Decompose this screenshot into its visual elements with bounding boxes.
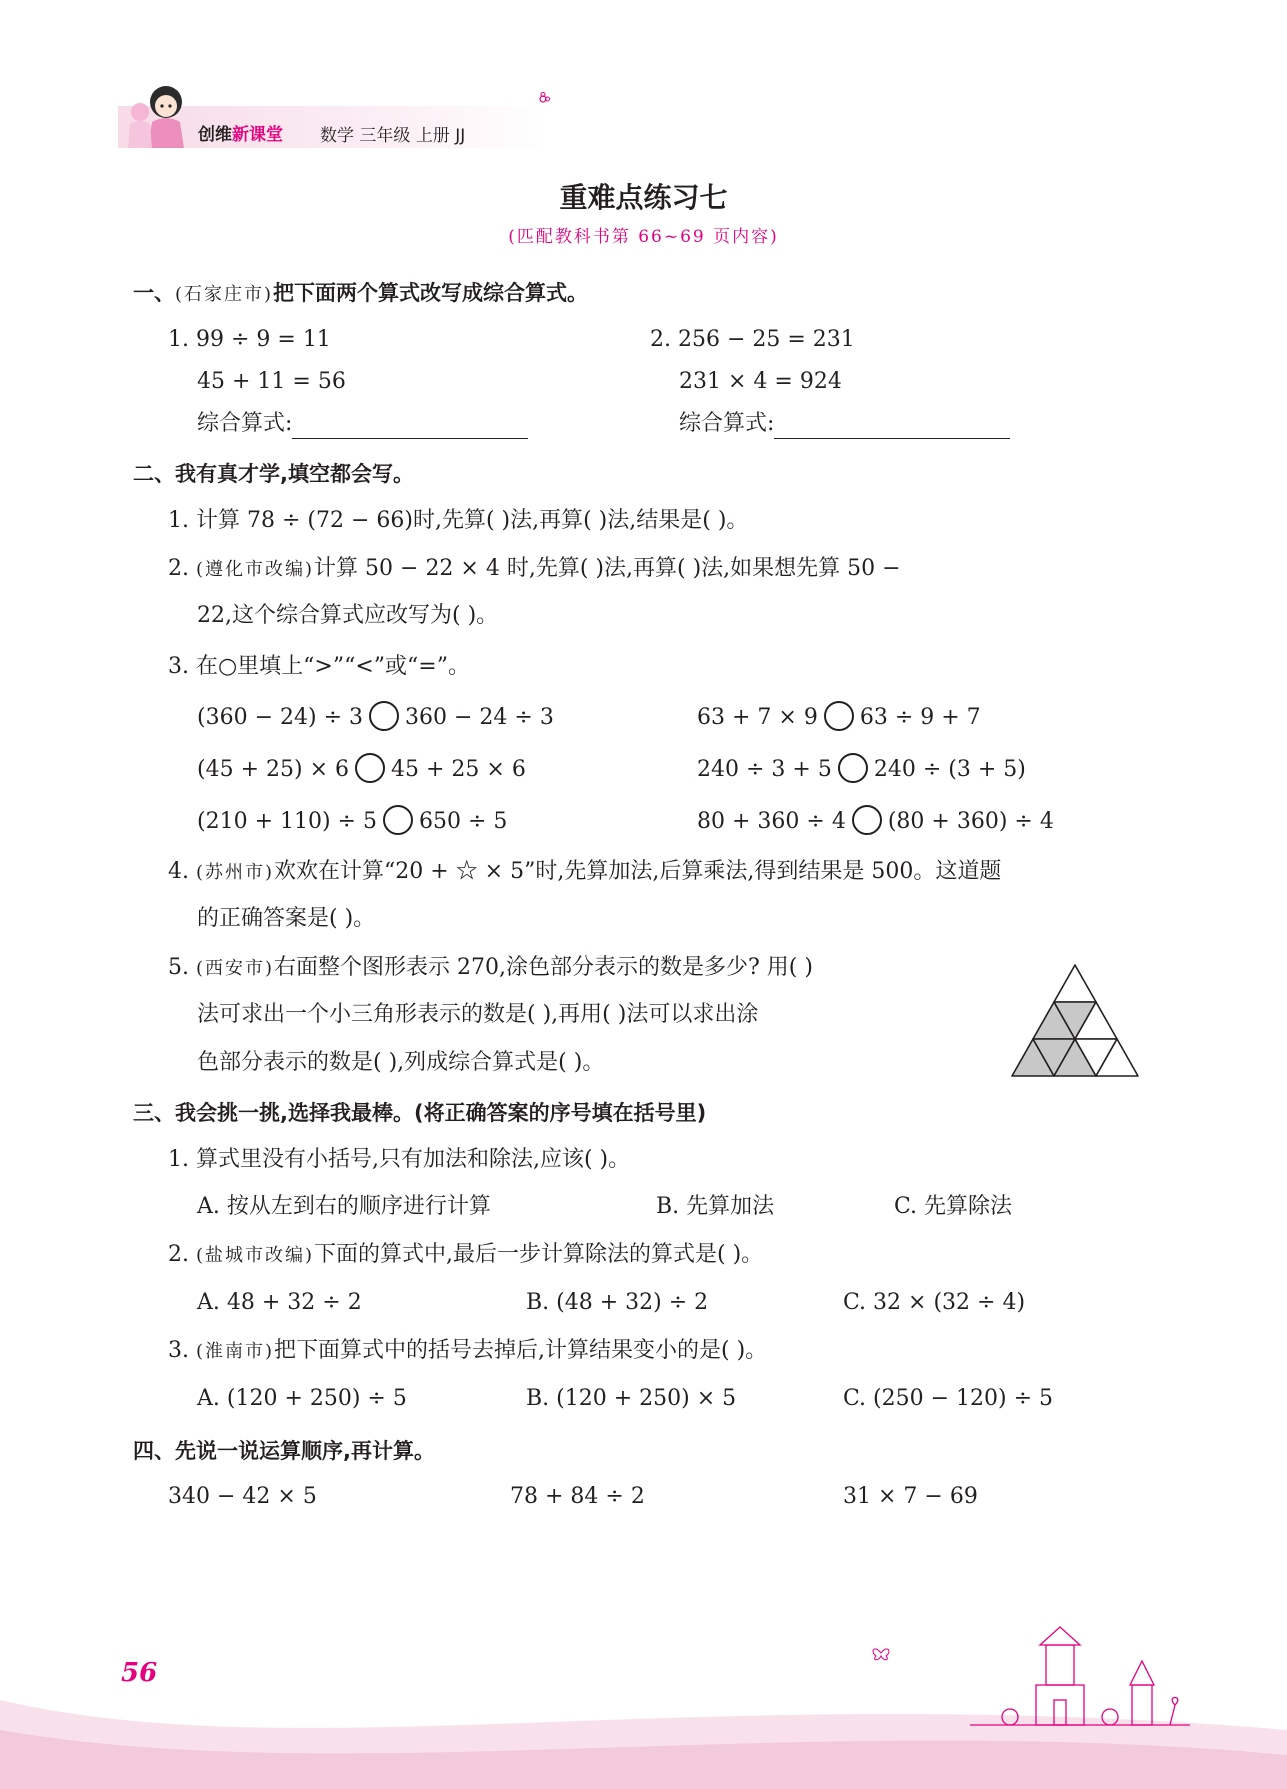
- s1-p2-line2: 231 × 4 = 924: [679, 369, 842, 394]
- s2-q2-line1: 2. (遵化市改编)计算 50 − 22 × 4 时,先算( )法,再算( )法,如果想先算 50 −: [168, 556, 901, 581]
- s3-q2: 2. (盐城市改编)下面的算式中,最后一步计算除法的算式是( )。: [168, 1242, 764, 1267]
- calc-expression: 78 + 84 ÷ 2: [510, 1484, 645, 1509]
- s3-q1: 1. 算式里没有小括号,只有加法和除法,应该( )。: [168, 1147, 631, 1172]
- s1-p2-line1: 2. 256 − 25 = 231: [650, 327, 855, 352]
- s2-q1: 1. 计算 78 ÷ (72 − 66)时,先算( )法,再算( )法,结果是( )。: [168, 508, 749, 533]
- section-3-heading: 三、我会挑一挑,选择我最棒。(将正确答案的序号填在括号里): [133, 1101, 707, 1125]
- answer-blank[interactable]: [292, 416, 528, 439]
- s1-p1-line2: 45 + 11 = 56: [197, 369, 346, 394]
- compare-row: 80 + 360 ÷ 4 (80 + 360) ÷ 4: [697, 807, 1054, 837]
- s2-q3: 3. 在○里填上“>”“<”或“=”。: [168, 654, 470, 679]
- option-c[interactable]: C. 先算除法: [894, 1194, 1013, 1219]
- brand: 创维新课堂: [198, 125, 283, 145]
- s1-p1-answer: 综合算式:: [197, 409, 528, 439]
- option-c[interactable]: C. (250 − 120) ÷ 5: [843, 1386, 1054, 1411]
- compare-circle[interactable]: [838, 753, 868, 783]
- option-c[interactable]: C. 32 × (32 ÷ 4): [843, 1290, 1026, 1315]
- option-a[interactable]: A. (120 + 250) ÷ 5: [197, 1386, 407, 1411]
- compare-row: (360 − 24) ÷ 3 360 − 24 ÷ 3: [197, 703, 554, 733]
- s2-q5-line2: 法可求出一个小三角形表示的数是( ),再用( )法可以求出涂: [197, 1002, 759, 1027]
- compare-row: (210 + 110) ÷ 5 650 ÷ 5: [197, 807, 507, 837]
- compare-row: 240 ÷ 3 + 5 240 ÷ (3 + 5): [697, 755, 1026, 785]
- s3-q3: 3. (淮南市)把下面算式中的括号去掉后,计算结果变小的是( )。: [168, 1338, 768, 1363]
- option-b[interactable]: B. (120 + 250) × 5: [526, 1386, 737, 1411]
- section-4-heading: 四、先说一说运算顺序,再计算。: [133, 1439, 435, 1463]
- s2-q4-line2: 的正确答案是( )。: [197, 906, 376, 931]
- answer-blank[interactable]: [774, 416, 1010, 439]
- s2-q5-line1: 5. (西安市)右面整个图形表示 270,涂色部分表示的数是多少? 用( ): [168, 955, 813, 980]
- cartoon-girl-icon: [122, 78, 202, 154]
- page-title: 重难点练习七: [559, 181, 728, 214]
- option-b[interactable]: B. 先算加法: [656, 1194, 775, 1219]
- section-1-heading: 一、(石家庄市)把下面两个算式改写成综合算式。: [133, 281, 589, 305]
- flower-icon: [536, 92, 550, 106]
- compare-row: 63 + 7 × 9 63 ÷ 9 + 7: [697, 703, 981, 733]
- option-a[interactable]: A. 48 + 32 ÷ 2: [197, 1290, 362, 1315]
- s2-q4-line1: 4. (苏州市)欢欢在计算“20 + ☆ × 5”时,先算加法,后算乘法,得到结果是 500。这道题: [168, 859, 1002, 884]
- compare-row: (45 + 25) × 6 45 + 25 × 6: [197, 755, 526, 785]
- triangle-figure: [1010, 962, 1142, 1082]
- calc-expression: 31 × 7 − 69: [843, 1484, 978, 1509]
- page-number: 56: [121, 1658, 158, 1688]
- s2-q2-line2: 22,这个综合算式应改写为( )。: [197, 603, 499, 628]
- s1-p1-line1: 1. 99 ÷ 9 = 11: [168, 327, 331, 352]
- compare-circle[interactable]: [852, 805, 882, 835]
- compare-circle[interactable]: [369, 701, 399, 731]
- small-triangle: [1054, 965, 1096, 1002]
- s1-p2-answer: 综合算式:: [679, 409, 1010, 439]
- castle-icon: [970, 1625, 1190, 1735]
- option-b[interactable]: B. (48 + 32) ÷ 2: [526, 1290, 709, 1315]
- page-subtitle: (匹配教科书第 66~69 页内容): [508, 227, 779, 247]
- option-a[interactable]: A. 按从左到右的顺序进行计算: [197, 1194, 491, 1219]
- calc-expression: 340 − 42 × 5: [168, 1484, 317, 1509]
- section-2-heading: 二、我有真才学,填空都会写。: [133, 462, 414, 486]
- s2-q5-line3: 色部分表示的数是( ),列成综合算式是( )。: [197, 1050, 605, 1075]
- book-info: 数学 三年级 上册 JJ: [320, 126, 466, 146]
- compare-circle[interactable]: [383, 805, 413, 835]
- compare-circle[interactable]: [355, 753, 385, 783]
- compare-circle[interactable]: [824, 701, 854, 731]
- butterfly-icon: [870, 1644, 892, 1662]
